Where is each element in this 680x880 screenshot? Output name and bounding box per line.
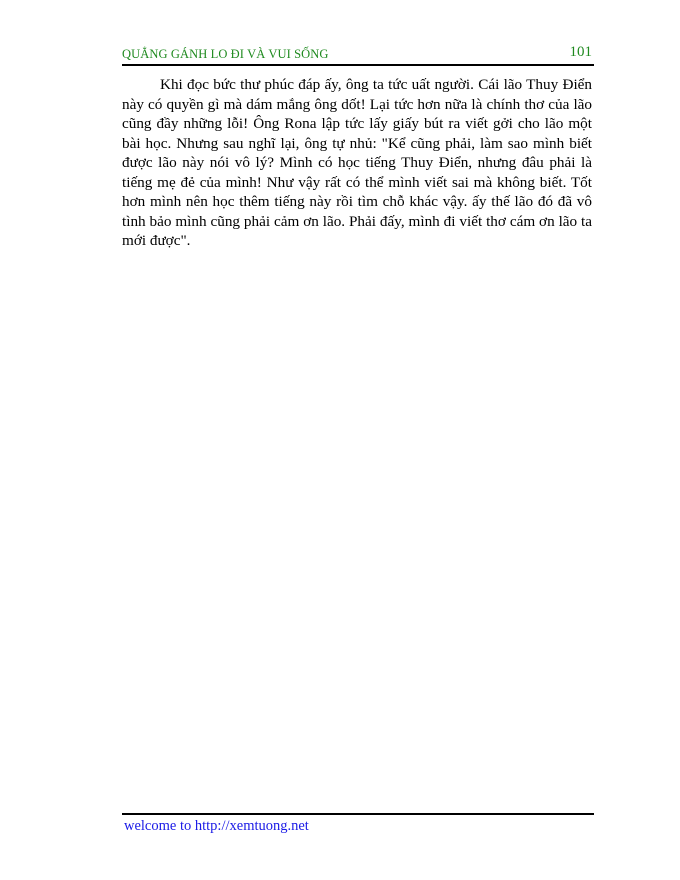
book-title: QUẲNG GÁNH LO ĐI VÀ VUI SỐNG bbox=[122, 47, 329, 61]
header-divider bbox=[122, 64, 594, 66]
body-paragraph: Khi đọc bức thư phúc đáp ấy, ông ta tức uất người. Cái lão Thuy Điển này có quyền gì mà dám mắng ông dốt! Lại tức hơn nữa là chính thơ của lão cũng đầy những lỗi! Ông Rona lập tức lấy giấy bút ra viết gởi cho lão một bài học. Nhưng sau nghĩ lại, ông tự nhủ: "Kể cũng phải, làm sao mình biết được lão này nói vô lý? Mình có học tiếng Thuy Điển, nhưng đâu phải là tiếng mẹ đẻ của mình! Như vậy rất có thể mình viết sai mà không biết. Tốt hơn mình nên học thêm tiếng này rồi tìm chỗ khác vậy. ấy thế lão đó đã vô tình bảo mình cũng phải cảm ơn lão. Phải đấy, mình đi viết thơ cám ơn lão ta mới được". bbox=[122, 76, 592, 249]
page-header bbox=[122, 44, 594, 64]
page-number: 101 bbox=[569, 44, 592, 60]
footer-divider bbox=[122, 813, 594, 815]
footer-link[interactable]: welcome to http://xemtuong.net bbox=[124, 818, 309, 834]
